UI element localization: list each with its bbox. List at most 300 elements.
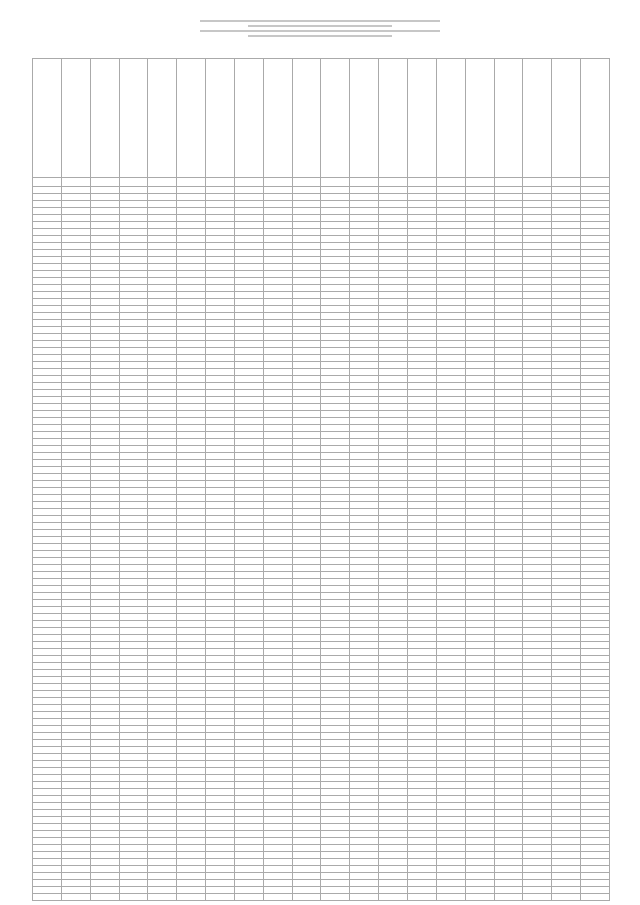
table-cell (263, 873, 292, 880)
table-cell (436, 306, 465, 313)
table-cell (581, 320, 610, 327)
table-cell (61, 712, 90, 719)
table-cell (379, 873, 408, 880)
table-row (33, 453, 610, 460)
table-cell (61, 649, 90, 656)
table-cell (465, 579, 494, 586)
table-cell (61, 705, 90, 712)
table-cell (90, 250, 119, 257)
table-cell (90, 215, 119, 222)
table-cell (90, 768, 119, 775)
table-cell (33, 670, 62, 677)
table-cell (61, 754, 90, 761)
table-cell (379, 831, 408, 838)
table-cell (494, 775, 523, 782)
table-cell (292, 684, 321, 691)
table-cell (465, 59, 494, 178)
table-cell (436, 201, 465, 208)
table-cell (494, 831, 523, 838)
table-cell (407, 621, 436, 628)
table-cell (436, 432, 465, 439)
table-cell (321, 467, 350, 474)
table-cell (206, 474, 235, 481)
table-cell (379, 488, 408, 495)
table-cell (33, 236, 62, 243)
table-cell (350, 621, 379, 628)
table-cell (407, 488, 436, 495)
table-cell (523, 621, 552, 628)
table-cell (581, 243, 610, 250)
table-cell (177, 474, 206, 481)
table-cell (436, 684, 465, 691)
table-cell (321, 817, 350, 824)
table-cell (61, 817, 90, 824)
table-cell (465, 593, 494, 600)
table-cell (177, 271, 206, 278)
table-cell (436, 677, 465, 684)
table-cell (33, 481, 62, 488)
table-cell (234, 264, 263, 271)
table-cell (263, 852, 292, 859)
table-cell (379, 572, 408, 579)
table-cell (234, 208, 263, 215)
table-cell (263, 362, 292, 369)
table-cell (321, 243, 350, 250)
table-cell (292, 467, 321, 474)
table-row (33, 873, 610, 880)
table-cell (379, 600, 408, 607)
table-cell (61, 187, 90, 194)
table-cell (148, 334, 177, 341)
table-cell (33, 852, 62, 859)
table-cell (177, 796, 206, 803)
table-cell (379, 306, 408, 313)
table-cell (552, 334, 581, 341)
table-cell (436, 257, 465, 264)
table-cell (61, 59, 90, 178)
table-cell (119, 803, 148, 810)
table-cell (61, 726, 90, 733)
table-cell (292, 411, 321, 418)
table-cell (494, 880, 523, 887)
table-cell (292, 845, 321, 852)
table-cell (494, 201, 523, 208)
table-cell (465, 432, 494, 439)
table-cell (33, 894, 62, 901)
table-cell (552, 229, 581, 236)
table-cell (206, 222, 235, 229)
table-cell (465, 852, 494, 859)
table-cell (234, 306, 263, 313)
table-cell (465, 222, 494, 229)
table-cell (177, 551, 206, 558)
table-cell (552, 523, 581, 530)
table-cell (148, 243, 177, 250)
table-cell (407, 635, 436, 642)
table-cell (494, 572, 523, 579)
table-cell (350, 467, 379, 474)
table-cell (523, 474, 552, 481)
table-row (33, 544, 610, 551)
table-cell (177, 509, 206, 516)
table-cell (119, 495, 148, 502)
table-cell (350, 572, 379, 579)
table-cell (292, 404, 321, 411)
table-cell (407, 474, 436, 481)
table-cell (407, 523, 436, 530)
table-cell (350, 446, 379, 453)
table-cell (581, 250, 610, 257)
table-cell (90, 481, 119, 488)
table-cell (350, 369, 379, 376)
table-cell (148, 803, 177, 810)
table-cell (33, 537, 62, 544)
table-cell (523, 348, 552, 355)
table-cell (119, 397, 148, 404)
table-row (33, 747, 610, 754)
table-cell (148, 684, 177, 691)
table-cell (119, 509, 148, 516)
table-cell (33, 733, 62, 740)
table-cell (234, 586, 263, 593)
table-cell (33, 292, 62, 299)
table-cell (61, 271, 90, 278)
table-cell (263, 761, 292, 768)
table-cell (523, 733, 552, 740)
table-cell (321, 446, 350, 453)
table-cell (581, 656, 610, 663)
table-cell (119, 873, 148, 880)
table-cell (552, 292, 581, 299)
table-cell (234, 327, 263, 334)
table-cell (148, 446, 177, 453)
table-cell (581, 789, 610, 796)
table-cell (119, 698, 148, 705)
table-cell (494, 761, 523, 768)
table-cell (263, 824, 292, 831)
table-cell (119, 516, 148, 523)
table-cell (350, 593, 379, 600)
table-cell (33, 866, 62, 873)
table-cell (263, 719, 292, 726)
table-cell (379, 852, 408, 859)
table-cell (119, 768, 148, 775)
table-cell (465, 362, 494, 369)
table-cell (436, 817, 465, 824)
table-cell (494, 586, 523, 593)
table-cell (321, 866, 350, 873)
table-cell (90, 362, 119, 369)
table-cell (379, 348, 408, 355)
table-cell (465, 705, 494, 712)
table-cell (407, 880, 436, 887)
table-cell (552, 481, 581, 488)
table-cell (263, 768, 292, 775)
table-cell (465, 684, 494, 691)
table-cell (321, 803, 350, 810)
table-cell (177, 628, 206, 635)
table-cell (148, 404, 177, 411)
table-cell (148, 607, 177, 614)
table-cell (494, 754, 523, 761)
table-cell (350, 712, 379, 719)
table-cell (33, 327, 62, 334)
table-cell (234, 663, 263, 670)
table-cell (321, 649, 350, 656)
table-cell (292, 810, 321, 817)
table-cell (321, 677, 350, 684)
table-cell (407, 460, 436, 467)
table-cell (552, 754, 581, 761)
table-cell (465, 880, 494, 887)
table-cell (465, 838, 494, 845)
table-cell (321, 719, 350, 726)
table-cell (436, 775, 465, 782)
table-cell (379, 677, 408, 684)
table-cell (234, 614, 263, 621)
table-cell (263, 474, 292, 481)
table-row (33, 278, 610, 285)
table-cell (148, 425, 177, 432)
table-cell (33, 845, 62, 852)
table-cell (407, 817, 436, 824)
table-cell (177, 481, 206, 488)
table-cell (379, 775, 408, 782)
table-cell (263, 369, 292, 376)
table-cell (33, 495, 62, 502)
table-cell (206, 201, 235, 208)
table-cell (234, 369, 263, 376)
table-cell (292, 705, 321, 712)
table-cell (61, 446, 90, 453)
table-cell (292, 278, 321, 285)
table-cell (90, 572, 119, 579)
table-row (33, 425, 610, 432)
table-cell (234, 796, 263, 803)
table-row (33, 439, 610, 446)
table-cell (350, 236, 379, 243)
table-cell (292, 803, 321, 810)
table-cell (234, 411, 263, 418)
table-row (33, 761, 610, 768)
table-cell (263, 383, 292, 390)
table-cell (177, 593, 206, 600)
table-cell (33, 271, 62, 278)
table-cell (148, 229, 177, 236)
table-cell (234, 600, 263, 607)
table-cell (263, 264, 292, 271)
table-cell (33, 411, 62, 418)
table-cell (177, 894, 206, 901)
table-cell (523, 446, 552, 453)
table-cell (436, 495, 465, 502)
table-cell (436, 229, 465, 236)
table-cell (234, 502, 263, 509)
table-cell (292, 656, 321, 663)
table-cell (206, 551, 235, 558)
table-cell (321, 551, 350, 558)
table-cell (436, 614, 465, 621)
table-cell (350, 796, 379, 803)
table-cell (90, 257, 119, 264)
table-cell (90, 495, 119, 502)
table-cell (436, 880, 465, 887)
table-cell (552, 278, 581, 285)
table-cell (292, 838, 321, 845)
table-cell (321, 481, 350, 488)
table-cell (177, 684, 206, 691)
table-cell (119, 320, 148, 327)
table-cell (436, 446, 465, 453)
table-cell (581, 201, 610, 208)
table-cell (263, 194, 292, 201)
table-cell (379, 376, 408, 383)
table-cell (234, 803, 263, 810)
table-cell (119, 250, 148, 257)
table-cell (263, 502, 292, 509)
table-cell (148, 236, 177, 243)
table-cell (350, 292, 379, 299)
table-cell (350, 740, 379, 747)
table-cell (148, 565, 177, 572)
table-cell (350, 810, 379, 817)
table-row (33, 334, 610, 341)
table-cell (61, 887, 90, 894)
table-cell (61, 481, 90, 488)
table-row (33, 383, 610, 390)
table-cell (206, 747, 235, 754)
table-cell (148, 194, 177, 201)
table-cell (90, 586, 119, 593)
table-cell (321, 509, 350, 516)
table-cell (177, 460, 206, 467)
table-cell (350, 474, 379, 481)
table-cell (33, 383, 62, 390)
table-cell (465, 285, 494, 292)
table-cell (292, 614, 321, 621)
table-cell (581, 376, 610, 383)
table-cell (119, 243, 148, 250)
table-cell (581, 754, 610, 761)
table-cell (177, 768, 206, 775)
table-cell (148, 600, 177, 607)
table-cell (61, 341, 90, 348)
table-cell (234, 425, 263, 432)
table-cell (292, 607, 321, 614)
table-cell (379, 523, 408, 530)
table-cell (523, 698, 552, 705)
table-cell (552, 460, 581, 467)
table-cell (321, 747, 350, 754)
table-cell (90, 278, 119, 285)
table-cell (465, 558, 494, 565)
table-cell (206, 530, 235, 537)
table-cell (292, 642, 321, 649)
table-cell (523, 509, 552, 516)
table-row (33, 306, 610, 313)
table-cell (61, 719, 90, 726)
table-cell (552, 509, 581, 516)
table-cell (148, 411, 177, 418)
table-cell (321, 313, 350, 320)
table-cell (407, 614, 436, 621)
table-cell (177, 761, 206, 768)
table-cell (523, 313, 552, 320)
table-cell (61, 362, 90, 369)
table-cell (436, 383, 465, 390)
table-cell (33, 747, 62, 754)
table-cell (350, 257, 379, 264)
table-cell (350, 733, 379, 740)
table-cell (148, 691, 177, 698)
table-cell (321, 390, 350, 397)
table-cell (350, 495, 379, 502)
table-cell (523, 712, 552, 719)
table-cell (90, 691, 119, 698)
table-cell (90, 390, 119, 397)
table-cell (177, 852, 206, 859)
table-cell (234, 684, 263, 691)
table-cell (379, 628, 408, 635)
table-cell (234, 894, 263, 901)
table-cell (148, 355, 177, 362)
table-cell (581, 341, 610, 348)
table-cell (148, 796, 177, 803)
table-row (33, 824, 610, 831)
table-cell (552, 453, 581, 460)
table-cell (494, 845, 523, 852)
table-cell (465, 803, 494, 810)
table-cell (206, 607, 235, 614)
table-cell (407, 432, 436, 439)
table-cell (321, 306, 350, 313)
table-cell (321, 397, 350, 404)
table-cell (148, 880, 177, 887)
table-cell (263, 523, 292, 530)
table-row (33, 558, 610, 565)
table-cell (436, 691, 465, 698)
table-cell (494, 432, 523, 439)
table-cell (552, 59, 581, 178)
table-cell (436, 467, 465, 474)
table-cell (234, 215, 263, 222)
table-cell (292, 817, 321, 824)
table-cell (119, 432, 148, 439)
table-cell (494, 712, 523, 719)
table-cell (148, 460, 177, 467)
table-cell (177, 656, 206, 663)
table-cell (177, 523, 206, 530)
table-cell (552, 670, 581, 677)
table-cell (321, 565, 350, 572)
table-cell (148, 551, 177, 558)
table-cell (465, 670, 494, 677)
table-cell (177, 649, 206, 656)
table-cell (436, 178, 465, 187)
table-cell (350, 635, 379, 642)
table-cell (234, 656, 263, 663)
table-cell (61, 747, 90, 754)
table-cell (581, 474, 610, 481)
table-cell (379, 285, 408, 292)
table-cell (292, 824, 321, 831)
table-cell (581, 579, 610, 586)
table-cell (494, 600, 523, 607)
table-cell (552, 243, 581, 250)
table-cell (321, 831, 350, 838)
table-cell (581, 684, 610, 691)
table-cell (465, 656, 494, 663)
